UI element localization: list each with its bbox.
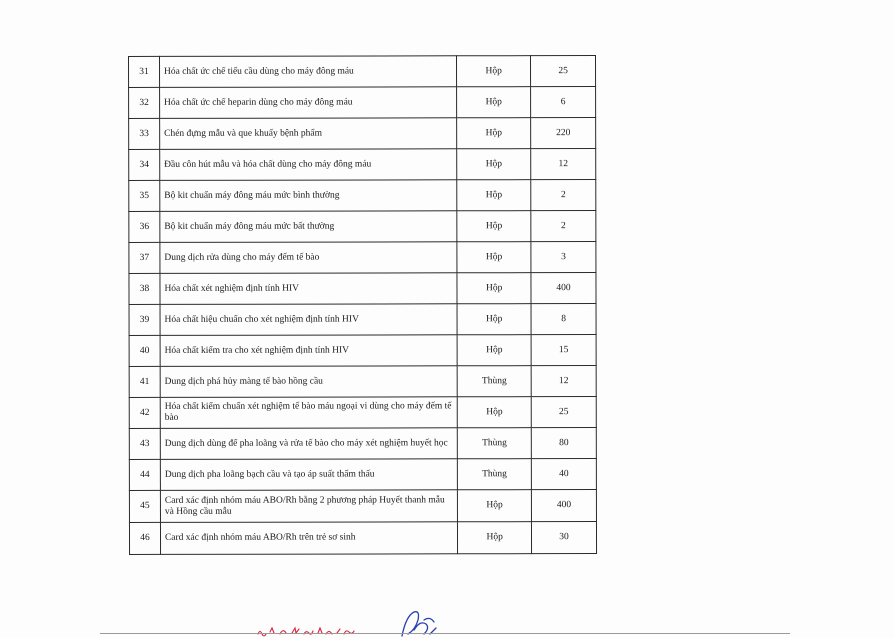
item-quantity-cell: 12 (531, 149, 596, 180)
item-number-cell: 46 (129, 522, 160, 554)
item-number-cell: 42 (129, 397, 160, 428)
item-name-cell: Hóa chất kiểm chuẩn xét nghiệm tế bào máu ngoại vi dùng cho máy đếm tế bào (160, 397, 457, 429)
item-number-cell: 41 (129, 366, 160, 397)
item-unit-cell: Hộp (458, 522, 532, 554)
table-row (129, 56, 596, 88)
item-name-cell: Đầu côn hút mẫu và hóa chất dùng cho máy đông máu (160, 149, 457, 181)
page-bottom-rule (100, 633, 790, 634)
item-unit-cell: Hộp (457, 180, 531, 211)
item-unit-cell: Hộp (457, 397, 531, 428)
item-name-cell: Card xác định nhóm máu ABO/Rh trên trẻ sơ sinh (160, 522, 457, 555)
item-unit-cell: Hộp (458, 490, 532, 522)
item-quantity-cell: 3 (531, 242, 596, 273)
table-row (129, 459, 596, 491)
item-name-cell: Chén đựng mẫu và que khuấy bệnh phẩm (160, 118, 457, 150)
table-row (129, 522, 596, 555)
item-unit-cell: Hộp (457, 304, 531, 335)
item-unit-cell: Hộp (457, 242, 531, 273)
table-row (129, 118, 596, 150)
item-quantity-cell: 400 (532, 490, 597, 522)
item-quantity-cell: 15 (531, 335, 596, 366)
item-unit-cell: Hộp (457, 273, 531, 304)
table-row (129, 304, 596, 336)
item-quantity-cell: 30 (532, 522, 597, 554)
table-row (129, 149, 596, 181)
table-row (129, 490, 596, 523)
supply-table (128, 55, 597, 555)
item-quantity-cell: 6 (531, 87, 596, 118)
table-row (129, 273, 596, 305)
item-name-cell: Dung dịch dùng để pha loãng và rửa tế bào cho máy xét nghiệm huyết học (160, 428, 457, 460)
item-number-cell: 38 (129, 273, 160, 304)
item-unit-cell: Hộp (457, 56, 531, 87)
item-quantity-cell: 2 (531, 180, 596, 211)
item-name-cell: Dung dịch pha loãng bạch cầu và tạo áp suất thẩm thấu (160, 459, 457, 491)
item-name-cell: Dung dịch rửa dùng cho máy đếm tế bào (160, 242, 457, 274)
table-row (129, 335, 596, 367)
item-unit-cell: Hộp (457, 87, 531, 118)
item-unit-cell: Thùng (458, 459, 532, 490)
item-quantity-cell: 220 (531, 118, 596, 149)
item-name-cell: Hóa chất hiệu chuẩn cho xét nghiệm định tính HIV (160, 304, 457, 336)
item-name-cell: Hóa chất kiểm tra cho xét nghiệm định tính HIV (160, 335, 457, 367)
item-number-cell: 31 (129, 56, 160, 87)
table-row (129, 428, 596, 460)
item-quantity-cell: 80 (531, 428, 596, 459)
item-unit-cell: Hộp (457, 149, 531, 180)
item-number-cell: 44 (129, 459, 160, 490)
item-number-cell: 36 (129, 211, 160, 242)
item-quantity-cell: 8 (531, 304, 596, 335)
item-unit-cell: Hộp (457, 118, 531, 149)
item-quantity-cell: 40 (531, 459, 596, 490)
table-row (129, 397, 596, 429)
item-quantity-cell: 400 (531, 273, 596, 304)
red-signature-text (258, 628, 354, 636)
item-number-cell: 33 (129, 118, 160, 149)
item-unit-cell: Thùng (457, 366, 531, 397)
table-row (129, 366, 596, 398)
item-unit-cell: Thùng (457, 428, 531, 459)
item-number-cell: 40 (129, 335, 160, 366)
item-name-cell: Bộ kit chuẩn máy đông máu mức bất thường (160, 211, 457, 243)
item-name-cell: Hóa chất ức chế tiểu cầu dùng cho máy đông máu (159, 56, 456, 88)
item-name-cell: Bộ kit chuẩn máy đông máu mức bình thường (160, 180, 457, 212)
item-number-cell: 37 (129, 242, 160, 273)
item-quantity-cell: 25 (531, 397, 596, 428)
table-row (129, 242, 596, 274)
table-row (129, 180, 596, 212)
item-quantity-cell: 25 (531, 56, 596, 87)
item-unit-cell: Hộp (457, 211, 531, 242)
item-name-cell: Hóa chất xét nghiệm định tính HIV (160, 273, 457, 305)
item-number-cell: 39 (129, 304, 160, 335)
table-row (129, 87, 596, 119)
item-number-cell: 34 (129, 149, 160, 180)
supply-table-body (129, 56, 597, 555)
item-name-cell: Dung dịch phá hủy màng tế bào hồng cầu (160, 366, 457, 398)
item-number-cell: 35 (129, 180, 160, 211)
item-unit-cell: Hộp (457, 335, 531, 366)
item-name-cell: Hóa chất ức chế heparin dùng cho máy đông máu (160, 87, 457, 119)
item-quantity-cell: 2 (531, 211, 596, 242)
item-number-cell: 32 (129, 87, 160, 118)
item-quantity-cell: 12 (531, 366, 596, 397)
item-number-cell: 45 (129, 490, 160, 522)
item-name-cell: Card xác định nhóm máu ABO/Rh bằng 2 phương pháp Huyết thanh mẫu và Hồng cầu mẫu (160, 490, 457, 523)
table-row (129, 211, 596, 243)
item-number-cell: 43 (129, 428, 160, 459)
